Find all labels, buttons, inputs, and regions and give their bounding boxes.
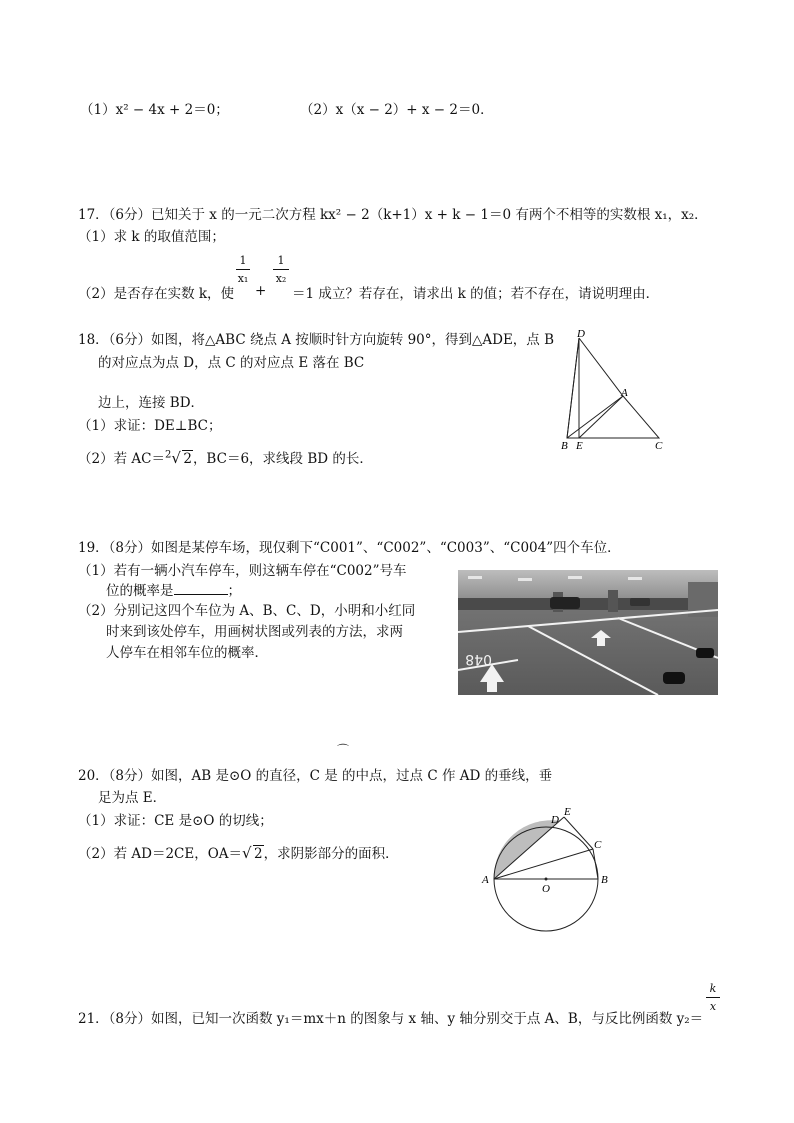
q17-fraction-1	[236, 254, 250, 285]
label-D: D	[577, 330, 585, 340]
q21-stem: 21．（8分）如图，已知一次函数 y₁＝mx＋n 的图象与 x 轴、y 轴分别交于点 A、B，与反比例函数 y₂＝	[78, 1011, 704, 1027]
wheel-stopper	[696, 648, 714, 658]
q17-frac1-den: x₁	[237, 272, 249, 285]
segment-BA	[567, 396, 623, 438]
q19-p1-prefix: 位的概率是	[106, 583, 174, 599]
q20-p2-radicand: 2	[254, 846, 263, 862]
q18-part1: （1）求证：DE⊥BC；	[78, 418, 222, 434]
q17-frac2-num: 1	[277, 254, 285, 267]
q16-p1-label: （1）	[80, 102, 116, 118]
q18-stem-line3: 边上，连接 BD．	[98, 395, 205, 411]
fraction-bar	[706, 997, 720, 998]
q19-part2-line2: 时来到该处停车，用画树状图或列表的方法，求两	[106, 624, 403, 640]
label-A: A	[621, 387, 628, 399]
arc-symbol: ⌒	[337, 743, 350, 757]
q17-part2-suffix: ＝1 成立？若存在，请求出 k 的值；若不存在，请说明理由．	[292, 286, 660, 302]
label-E: E	[564, 806, 571, 818]
q21-frac-den: x	[709, 1000, 717, 1013]
q19-part1-line2	[106, 579, 241, 599]
q19-part1-line1: （1）若有一辆小汽车停车，则这辆车停在“C002”号车	[78, 563, 407, 579]
q18-stem-line1: 18．（6分）如图，将△ABC 绕点 A 按顺时针方向旋转 90°，得到△ADE，点 B	[78, 332, 555, 348]
q19-stem: 19．（8分）如图是某停车场，现仅剩下“C001”、“C002”、“C003”、“C004”四个车位．	[78, 540, 621, 556]
q19-part2-line1: （2）分别记这四个车位为 A、B、C、D，小明和小红同	[78, 603, 416, 619]
q21-fraction	[706, 982, 720, 1013]
q17-stem: 17．（6分）已知关于 x 的一元二次方程 kx² − 2（k+1）x + k − 1＝0 有两个不相等的实数根 x₁，x₂．	[78, 207, 708, 223]
fraction-bar	[273, 269, 289, 270]
q20-part1: （1）求证：CE 是⊙O 的切线；	[78, 813, 273, 829]
q18-p2-radicand: 2	[183, 451, 192, 467]
q17-part1: （1）求 k 的取值范围；	[78, 229, 225, 245]
sqrt-sign	[171, 451, 193, 467]
q16-p1-expr: x² − 4x + 2＝0；	[115, 102, 229, 118]
segment-CB	[593, 849, 598, 879]
q16-p2-expr: x（x − 2）+ x − 2＝0．	[335, 102, 494, 118]
label-E: E	[576, 440, 583, 450]
label-O: O	[542, 883, 550, 895]
q20-stem-line1: 20．（8分）如图，AB 是⊙O 的直径，C 是 的中点，过点 C 作 AD 的垂线，垂	[78, 768, 553, 784]
q18-triangle-figure	[555, 330, 675, 450]
label-A: A	[482, 874, 489, 886]
segment-EC	[564, 817, 593, 849]
q20-circle-figure	[478, 804, 618, 938]
q18-p2-prefix: （2）若 AC＝	[78, 451, 165, 467]
q20-p2-prefix: （2）若 AD＝2CE，OA＝	[78, 846, 243, 862]
parking-lot-photo	[458, 570, 718, 695]
q20-p2-suffix: ，求阴影部分的面积．	[263, 846, 399, 862]
q20-part2	[78, 842, 399, 862]
q17-plus: +	[255, 283, 267, 299]
segment-BD	[567, 338, 579, 438]
label-D: D	[551, 814, 559, 826]
q18-stem-line2: 的对应点为点 D，点 C 的对应点 E 落在 BC	[98, 355, 365, 371]
label-C: C	[594, 839, 602, 851]
q17-frac1-num: 1	[239, 254, 247, 267]
q17-fraction-2	[273, 254, 289, 285]
q16-part2	[300, 98, 494, 118]
label-C: C	[655, 440, 663, 450]
q19-part2-line3: 人停车在相邻车位的概率．	[106, 645, 268, 661]
photo-floor-number: 048	[465, 651, 492, 667]
answer-blank	[174, 582, 228, 595]
label-B: B	[601, 874, 608, 886]
q18-p2-suffix: ，BC＝6，求线段 BD 的长．	[192, 451, 373, 467]
q20-stem-line2: 足为点 E．	[98, 790, 167, 806]
q16-p2-label: （2）	[300, 102, 336, 118]
q18-part2	[78, 447, 373, 467]
wheel-stopper	[663, 672, 685, 684]
fraction-bar	[236, 269, 250, 270]
q19-p1-suffix: ；	[227, 583, 241, 599]
label-B: B	[561, 440, 568, 450]
segment-EA	[579, 396, 623, 438]
q18-p2-coef: 2	[164, 449, 172, 461]
q16-part1	[80, 98, 229, 118]
q17-part2-prefix: （2）是否存在实数 k，使	[78, 286, 235, 302]
figure-outline	[567, 338, 659, 438]
center-point	[545, 878, 548, 881]
sqrt-sign	[242, 846, 264, 862]
q21-frac-num: k	[709, 982, 717, 995]
q17-frac2-den: x₂	[275, 272, 287, 285]
